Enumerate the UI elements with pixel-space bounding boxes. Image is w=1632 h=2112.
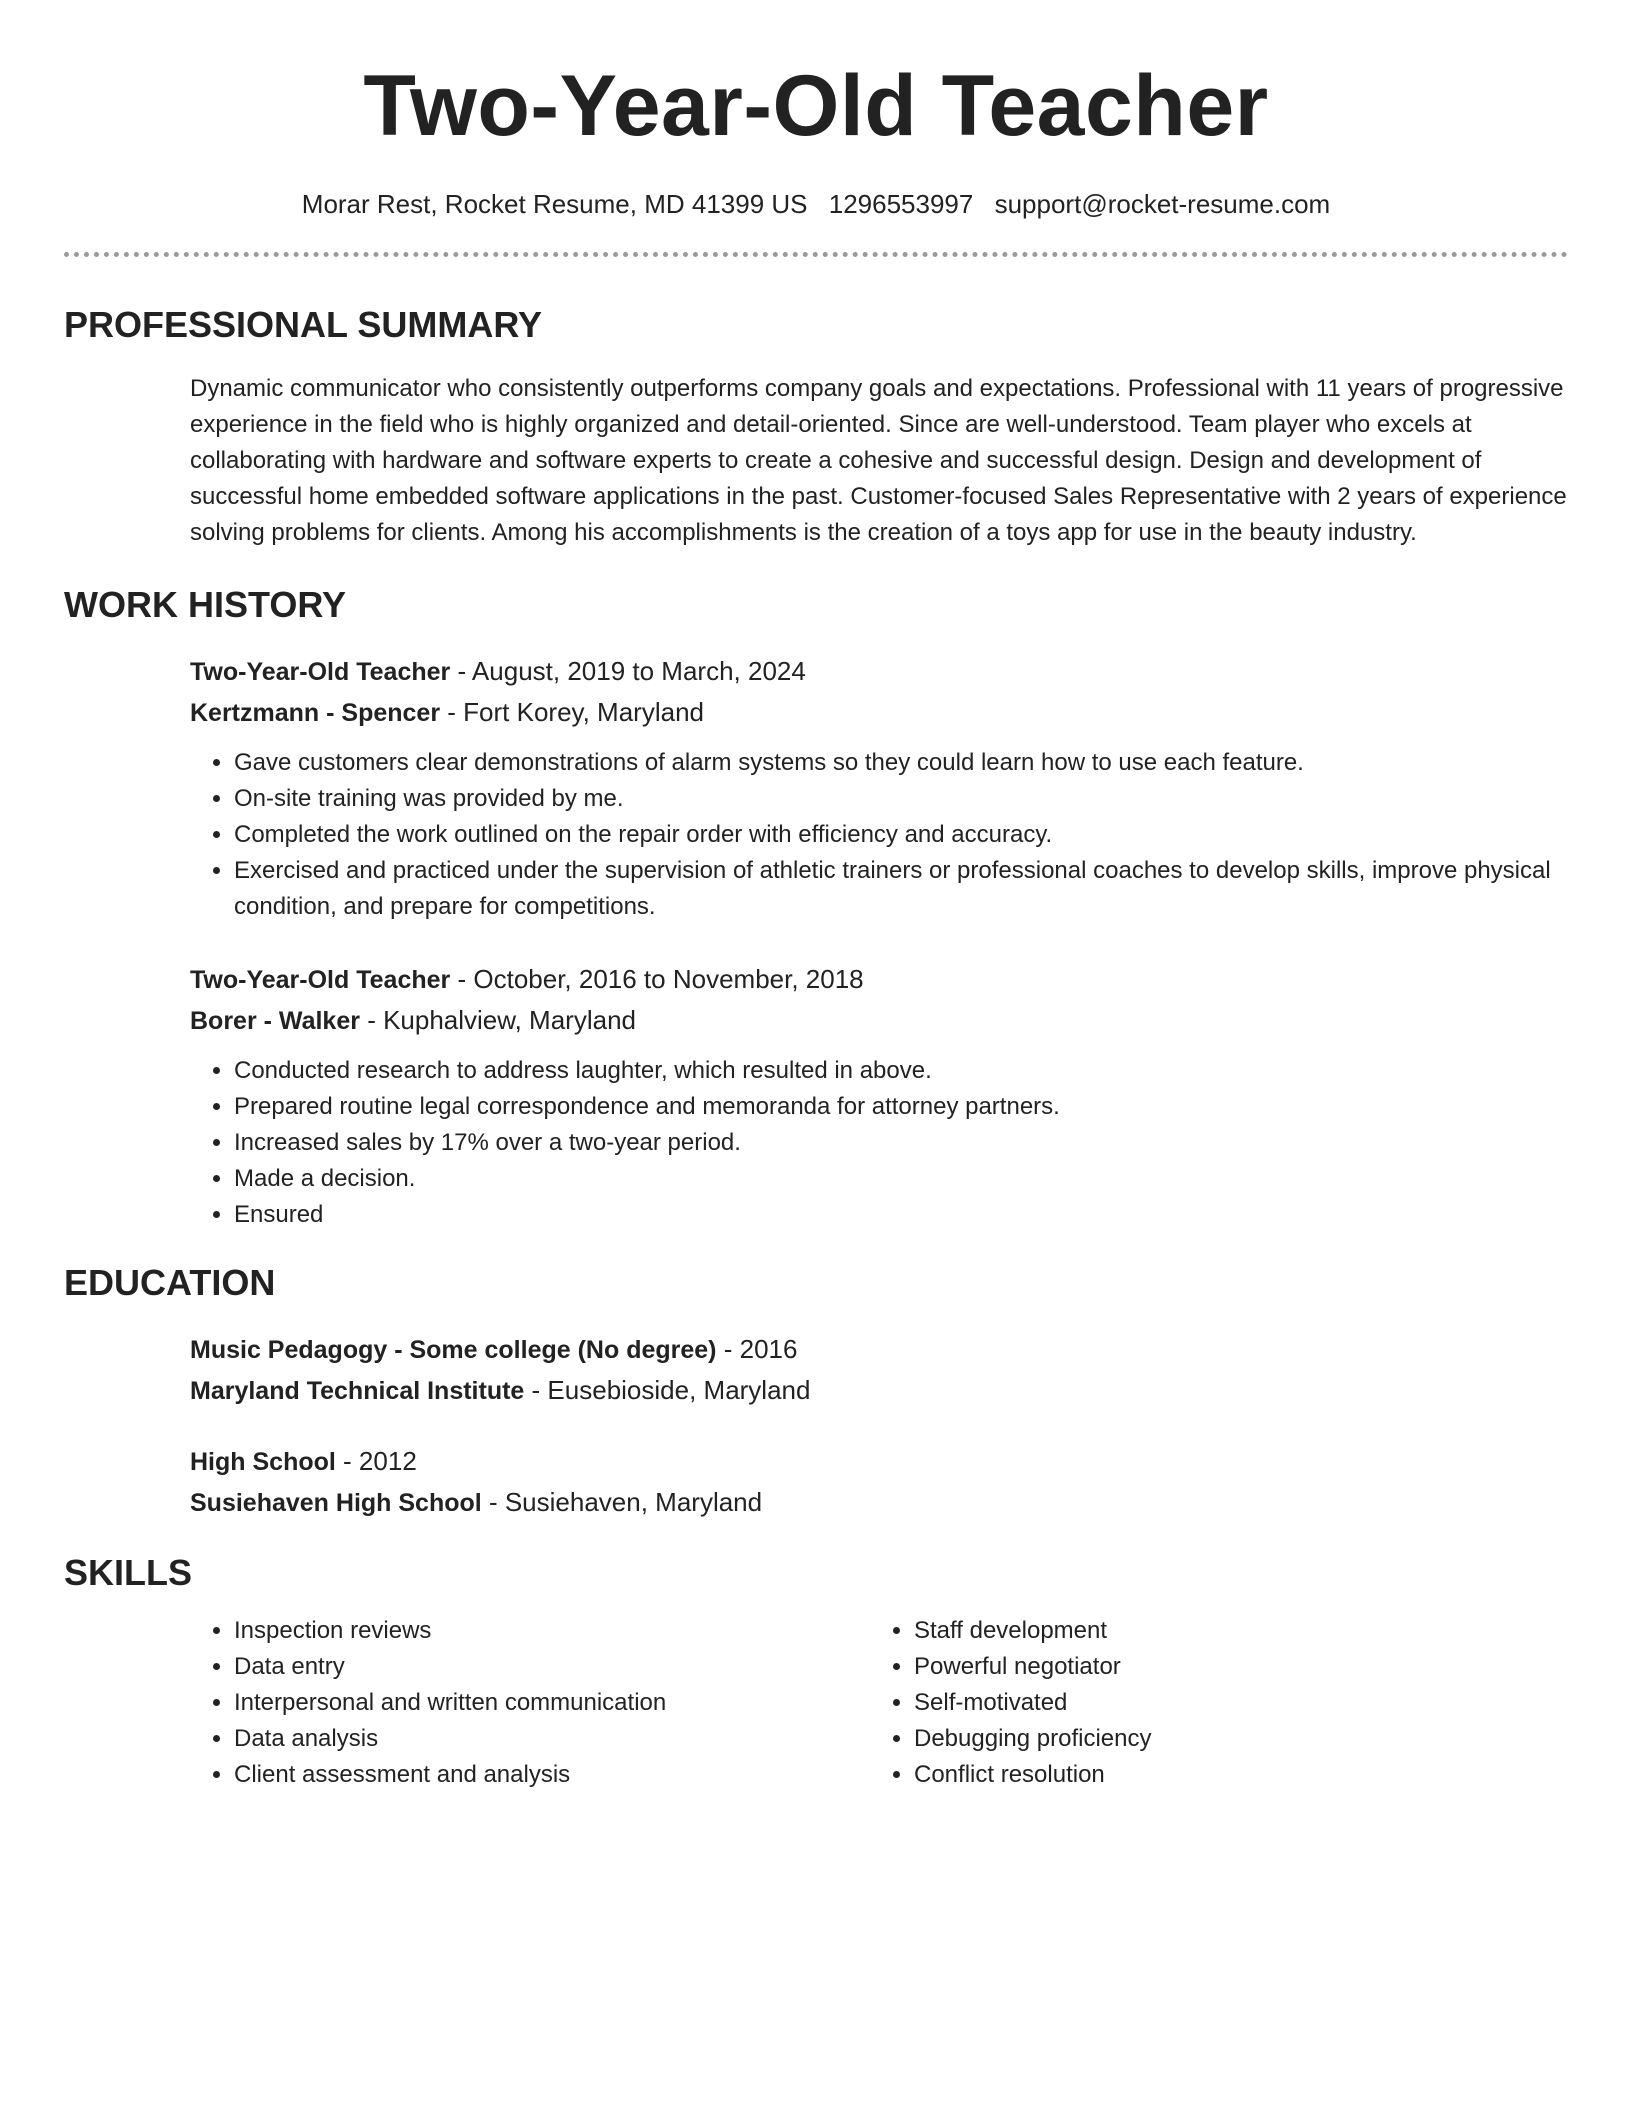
job-bullet: • Made a decision. [234,1161,1568,1197]
education-school: Susiehaven High School [190,1489,482,1517]
contact-phone: 1296553997 [828,189,974,219]
education-school-line [190,1370,1568,1411]
skills-column-right [870,1613,1550,1793]
section-education [64,1261,1568,1523]
candidate-name: Two-Year-Old Teacher [363,58,1269,154]
education-entry [190,1329,1568,1411]
job-company: Kertzmann - Spencer [190,699,441,727]
work-body [190,651,1568,1233]
education-degree-line [190,1329,1568,1370]
job-bullets [190,745,1568,925]
job-company-line [190,1000,1568,1041]
job-entry [190,651,1568,925]
job-location: - Fort Korey, Maryland [440,697,704,727]
job-bullet: • Conducted research to address laughter, which resulted in above. [234,1053,1568,1089]
education-location: - Eusebioside, Maryland [524,1375,811,1405]
job-bullet: • Completed the work outlined on the repair order with efficiency and accuracy. [234,817,1568,853]
skills-body [190,1613,1568,1793]
section-title-skills: SKILLS [64,1552,193,1593]
job-company: Borer - Walker [190,1007,360,1035]
skill-item: • Inspection reviews [234,1613,870,1649]
resume-header [64,0,1568,220]
job-position: Two-Year-Old Teacher [190,966,451,994]
education-year: - 2016 [716,1334,798,1364]
education-degree-line [190,1441,1568,1482]
job-bullet: • Ensured [234,1197,1568,1233]
contact-email: support@rocket-resume.com [994,189,1331,219]
skills-column-left [190,1613,870,1793]
job-bullet: • Gave customers clear demonstrations of alarm systems so they could learn how to use each feature. [234,745,1568,781]
skill-item: • Interpersonal and written communication [234,1685,870,1721]
section-title-work: WORK HISTORY [64,584,347,625]
education-year: - 2012 [335,1446,417,1476]
skill-item: • Client assessment and analysis [234,1757,870,1793]
education-body [190,1329,1568,1523]
summary-body [190,371,1568,551]
skill-item: • Staff development [914,1613,1550,1649]
job-bullet: • Increased sales by 17% over a two-year period. [234,1125,1568,1161]
job-entry [190,959,1568,1233]
job-bullet: • Exercised and practiced under the supervision of athletic trainers or professional coaches to develop skills, improve physical condition, and prepare for competitions. [234,853,1568,925]
education-school: Maryland Technical Institute [190,1377,525,1405]
skill-item: • Data entry [234,1649,870,1685]
section-work-history [64,583,1568,1233]
section-title-education: EDUCATION [64,1262,276,1303]
education-degree: High School [190,1448,336,1476]
job-position: Two-Year-Old Teacher [190,658,451,686]
section-title-summary: PROFESSIONAL SUMMARY [64,304,543,345]
summary-text: Dynamic communicator who consistently outperforms company goals and expectations. Professional with 11 years of progressive experience in the field who is highly organized and detail-oriented. Since are well-understood. Team player who excels at collaborating with hardware and software experts to create a cohesive and successful design. Design and development of successful home embedded software applications in the past. Customer-focused Sales Representative with 2 years of experience solving problems for clients. Among his accomplishments is the creation of a toys app for use in the beauty industry. [190,375,1567,546]
education-school-line [190,1482,1568,1523]
job-bullets [190,1053,1568,1233]
skill-item: • Self-motivated [914,1685,1550,1721]
job-dates: - August, 2019 to March, 2024 [450,656,806,686]
job-title-line [190,651,1568,692]
contact-address: Morar Rest, Rocket Resume, MD 41399 US [301,189,808,219]
education-degree: Music Pedagogy - Some college (No degree) [190,1336,717,1364]
skill-item: • Debugging proficiency [914,1721,1550,1757]
section-professional-summary [64,303,1568,551]
skill-item: • Data analysis [234,1721,870,1757]
job-dates: - October, 2016 to November, 2018 [450,964,864,994]
section-skills [64,1551,1568,1793]
job-company-line [190,692,1568,733]
header-divider [64,252,1568,257]
contact-line [64,188,1568,220]
job-bullet: • Prepared routine legal correspondence and memoranda for attorney partners. [234,1089,1568,1125]
job-location: - Kuphalview, Maryland [359,1005,636,1035]
education-entry [190,1441,1568,1523]
job-bullet: • On-site training was provided by me. [234,781,1568,817]
skills-grid [190,1613,1568,1793]
skill-item: • Powerful negotiator [914,1649,1550,1685]
job-title-line [190,959,1568,1000]
education-location: - Susiehaven, Maryland [481,1487,763,1517]
skill-item: • Conflict resolution [914,1757,1550,1793]
